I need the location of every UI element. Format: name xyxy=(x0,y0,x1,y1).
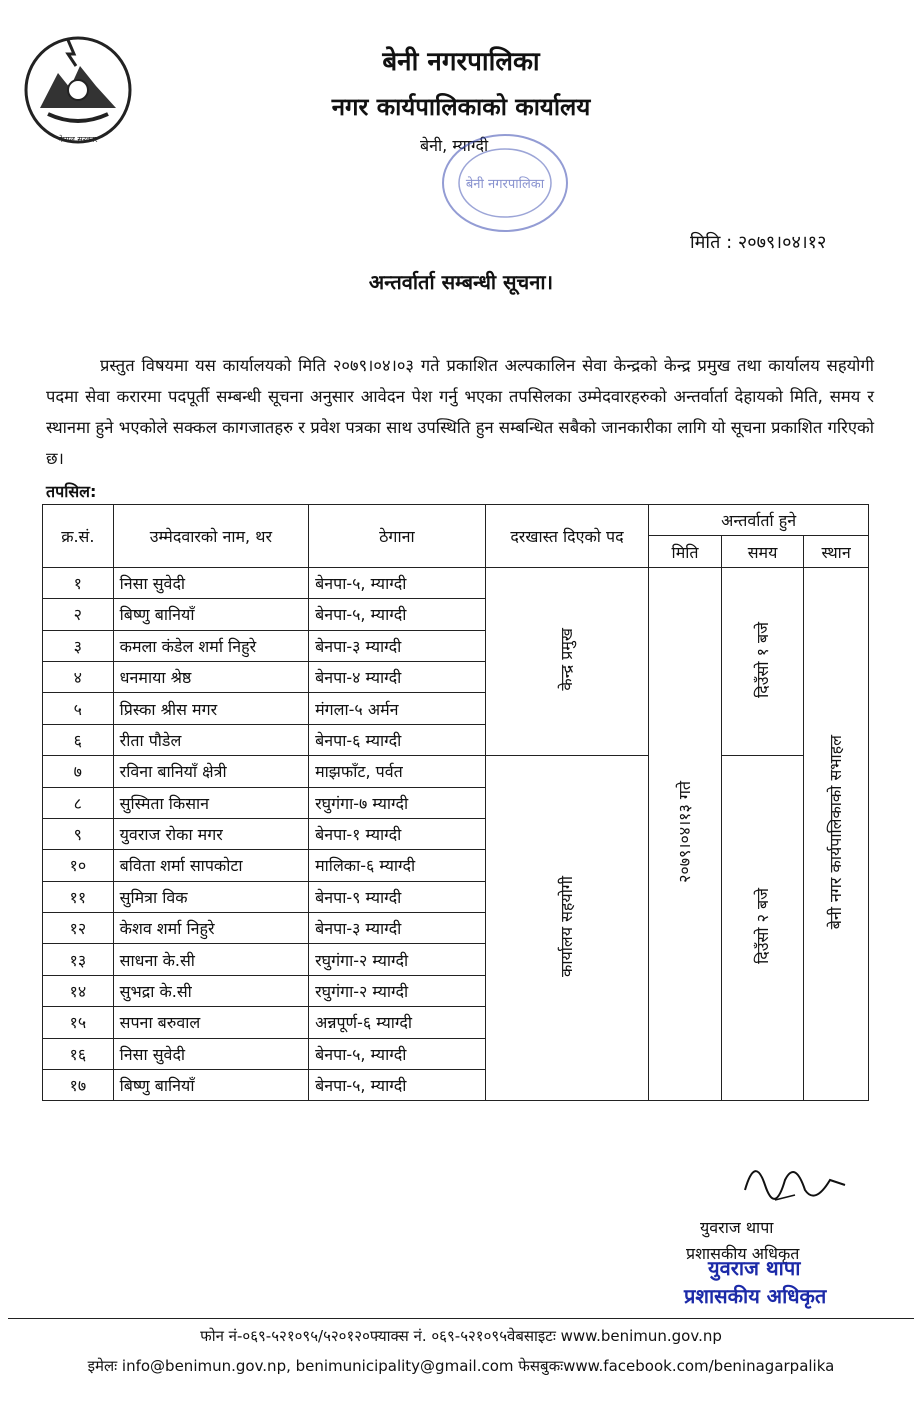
row-sn: ९ xyxy=(43,818,114,849)
row-name: कमला कंडेल शर्मा निहुरे xyxy=(113,630,308,661)
row-address: मंगला-५ अर्मन xyxy=(309,693,486,724)
row-name: धनमाया श्रेष्ठ xyxy=(113,661,308,692)
emblem-caption: नेपाल सरकार xyxy=(58,135,98,144)
row-name: बिष्णु बानियाँ xyxy=(113,1070,308,1101)
row-name: सुमित्रा विक xyxy=(113,881,308,912)
interview-time-1-text: दिउँसो १ बजे xyxy=(752,621,772,698)
footer-contact: फोन नं-०६९-५२१०९५/५२०१२०फ्याक्स नं. ०६९-५२१०९५वेबसाइटः www.benimun.gov.np xyxy=(200,1327,722,1345)
blue-stamp-name: युवराज थापा xyxy=(708,1256,801,1280)
row-address: बेनपा-१ म्याग्दी xyxy=(309,818,486,849)
row-sn: १२ xyxy=(43,913,114,944)
row-name: निसा सुवेदी xyxy=(113,567,308,598)
interview-time-1 xyxy=(721,567,803,755)
col-interview: अन्तर्वार्ता हुने xyxy=(649,505,869,536)
interview-date-text: २०७९।०४।१३ गते xyxy=(675,781,695,884)
row-sn: ११ xyxy=(43,881,114,912)
post-kendra-pramukh-text: केन्द्र प्रमुख xyxy=(556,628,576,691)
row-sn: ३ xyxy=(43,630,114,661)
row-address: मालिका-६ म्याग्दी xyxy=(309,850,486,881)
row-sn: ४ xyxy=(43,661,114,692)
row-name: रीता पौडेल xyxy=(113,724,308,755)
row-name: सुस्मिता किसान xyxy=(113,787,308,818)
row-address: रघुगंगा-७ म्याग्दी xyxy=(309,787,486,818)
col-date: मिति xyxy=(649,536,722,567)
post-office-assistant-text: कार्यालय सहयोगी xyxy=(556,875,576,977)
row-address: बेनपा-५, म्याग्दी xyxy=(309,599,486,630)
notice-title: अन्तर्वार्ता सम्बन्धी सूचना। xyxy=(368,270,554,294)
row-sn: १६ xyxy=(43,1038,114,1069)
row-sn: १५ xyxy=(43,1007,114,1038)
row-name: प्रिस्का श्रीस मगर xyxy=(113,693,308,724)
interview-time-2 xyxy=(721,756,803,1101)
row-address: बेनपा-३ म्याग्दी xyxy=(309,913,486,944)
row-name: निसा सुवेदी xyxy=(113,1038,308,1069)
row-sn: ८ xyxy=(43,787,114,818)
notice-date: मिति : २०७९।०४।१२ xyxy=(690,232,827,253)
row-address: अन्नपूर्ण-६ म्याग्दी xyxy=(309,1007,486,1038)
row-name: सपना बरुवाल xyxy=(113,1007,308,1038)
interview-place-text: बेनी नगर कार्यपालिकाको सभाहल xyxy=(826,735,846,930)
signature-scribble xyxy=(735,1150,855,1220)
row-sn: ७ xyxy=(43,756,114,787)
row-address: रघुगंगा-२ म्याग्दी xyxy=(309,944,486,975)
col-post: दरखास्त दिएको पद xyxy=(485,505,649,568)
row-sn: १३ xyxy=(43,944,114,975)
row-name: केशव शर्मा निहुरे xyxy=(113,913,308,944)
footer-email: इमेलः info@benimun.gov.np, benimunicipality@gmail.com फेसबुकःwww.facebook.com/beninagarpalika xyxy=(87,1357,835,1375)
footer-divider xyxy=(8,1318,914,1319)
col-name: उम्मेदवारको नाम, थर xyxy=(113,505,308,568)
interview-time-2-text: दिउँसो २ बजे xyxy=(752,888,772,965)
row-address: बेनपा-५, म्याग्दी xyxy=(309,1038,486,1069)
row-address: रघुगंगा-२ म्याग्दी xyxy=(309,975,486,1006)
row-address: बेनपा-५, म्याग्दी xyxy=(309,567,486,598)
row-name: बिष्णु बानियाँ xyxy=(113,599,308,630)
row-sn: १४ xyxy=(43,975,114,1006)
post-office-assistant xyxy=(485,756,649,1101)
row-sn: ५ xyxy=(43,693,114,724)
signatory-post: प्रशासकीय अधिकृत xyxy=(686,1244,800,1263)
candidate-table xyxy=(42,504,869,1101)
row-address: बेनपा-९ म्याग्दी xyxy=(309,881,486,912)
col-place: स्थान xyxy=(804,536,869,567)
office-name: नगर कार्यपालिकाको कार्यालय xyxy=(331,93,591,121)
table-row xyxy=(43,567,869,598)
row-name: रविना बानियाँ क्षेत्री xyxy=(113,756,308,787)
row-name: साधना के.सी xyxy=(113,944,308,975)
row-name: सुभद्रा के.सी xyxy=(113,975,308,1006)
notice-body: प्रस्तुत विषयमा यस कार्यालयको मिति २०७९।०४।०३ गते प्रकाशित अल्पकालिन सेवा केन्द्रको केन्द्र प्रमुख तथा कार्यालय सहयोगी पदमा सेवा करारमा पदपूर्ती सम्बन्धी सूचना अनुसार आवेदन पेश गर्नु भएका तपसिलका उम्मेदवारहरुको अन्तर्वार्ता देहायको मिति, समय र स्थानमा हुने भएकोले सक्कल कागजातहरु र प्रवेश पत्रका साथ उपस्थिति हुन सम्बन्धित सबैको जानकारीका लागि यो सूचना प्रकाशित गरिएको छ। xyxy=(46,356,874,468)
blue-stamp-post: प्रशासकीय अधिकृत xyxy=(684,1284,827,1308)
municipality-name: बेनी नगरपालिका xyxy=(382,47,540,77)
row-name: बविता शर्मा सापकोटा xyxy=(113,850,308,881)
row-address: बेनपा-६ म्याग्दी xyxy=(309,724,486,755)
tapsil-label: तपसिल: xyxy=(46,482,97,501)
row-name: युवराज रोका मगर xyxy=(113,818,308,849)
signatory-name: युवराज थापा xyxy=(700,1218,774,1237)
post-kendra-pramukh xyxy=(485,567,649,755)
col-address: ठेगाना xyxy=(309,505,486,568)
col-time: समय xyxy=(721,536,803,567)
col-sn: क्र.सं. xyxy=(43,505,114,568)
row-sn: १० xyxy=(43,850,114,881)
row-address: बेनपा-४ म्याग्दी xyxy=(309,661,486,692)
row-sn: ६ xyxy=(43,724,114,755)
table-row xyxy=(43,756,869,787)
row-address: बेनपा-५, म्याग्दी xyxy=(309,1070,486,1101)
row-sn: २ xyxy=(43,599,114,630)
interview-place xyxy=(804,567,869,1101)
table-header-row xyxy=(43,505,869,536)
office-stamp xyxy=(425,128,575,248)
office-location: बेनी, म्याग्दी xyxy=(420,136,489,155)
row-sn: १७ xyxy=(43,1070,114,1101)
row-address: बेनपा-३ म्याग्दी xyxy=(309,630,486,661)
interview-date xyxy=(649,567,722,1101)
row-sn: १ xyxy=(43,567,114,598)
stamp-text: बेनी नगरपालिका xyxy=(465,177,545,192)
row-address: माझफाँट, पर्वत xyxy=(309,756,486,787)
